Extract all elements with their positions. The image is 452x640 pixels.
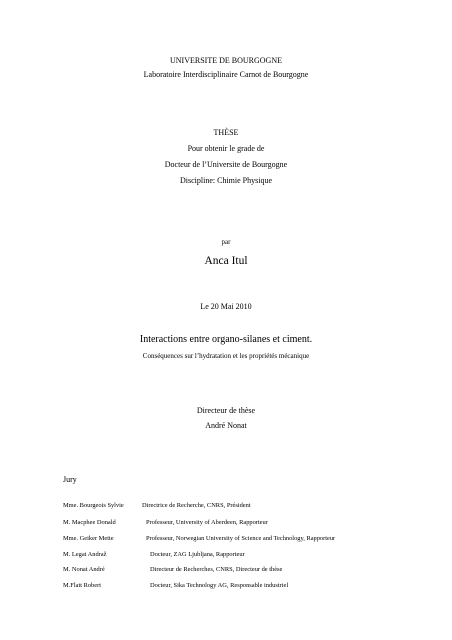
director-name: André Nonat <box>205 421 247 430</box>
jury-member <box>63 551 443 563</box>
jury-member <box>63 566 443 578</box>
jury-member-role: Professeur, Norwegian University of Science and Technology, Rapporteur <box>146 535 336 542</box>
jury-member-role: Directrice de Recherche, CNRS, Président <box>142 502 251 509</box>
laboratory-name: Laboratoire Interdisciplinaire Carnot de Bourgogne <box>143 70 309 79</box>
jury-member <box>63 582 443 594</box>
thesis-subtitle: Conséquences sur l’hydratation et les propriétés mécanique <box>142 352 310 360</box>
discipline: Discipline: Chimie Physique <box>180 176 272 185</box>
thesis-title: Interactions entre organo-silanes et ciment. <box>139 334 313 345</box>
author-name: Anca Itul <box>204 255 248 267</box>
jury-member-name: M. Legat Andraž <box>63 551 107 558</box>
jury-member-name: M.Flatt Robert <box>63 582 101 589</box>
jury-member-role: Directeur de Recherches, CNRS, Directeur de thèse <box>150 566 283 573</box>
jury-member-name: M. Nonat André <box>63 566 105 573</box>
director-label: Directeur de thèse <box>196 406 256 415</box>
university-name: UNIVERSITE DE BOURGOGNE <box>170 56 282 65</box>
jury-member-role: Docteur, ZAG Ljubljana, Rapporteur <box>150 551 245 558</box>
jury-member-name: Mme. Geiker Mette <box>63 535 114 542</box>
jury-member-name: M. Macphee Donald <box>63 519 116 526</box>
jury-member-role: Docteur, Sika Technology AG, Responsable industriel <box>150 582 289 589</box>
degree-line-1: Pour obtenir le grade de <box>187 144 265 153</box>
defense-date: Le 20 Mai 2010 <box>200 302 252 311</box>
jury-member <box>63 519 443 531</box>
degree-type: THÈSE <box>213 128 239 137</box>
degree-line-2: Docteur de l’Universite de Bourgogne <box>164 160 288 169</box>
jury-member <box>63 535 443 547</box>
jury-member-name: Mme. Bourgeois Sylvie <box>63 502 124 509</box>
par-label: par <box>221 238 231 246</box>
jury-label: Jury <box>63 475 77 484</box>
jury-member <box>63 502 443 514</box>
jury-member-role: Professeur, University of Aberdeen, Rapporteur <box>146 519 268 526</box>
